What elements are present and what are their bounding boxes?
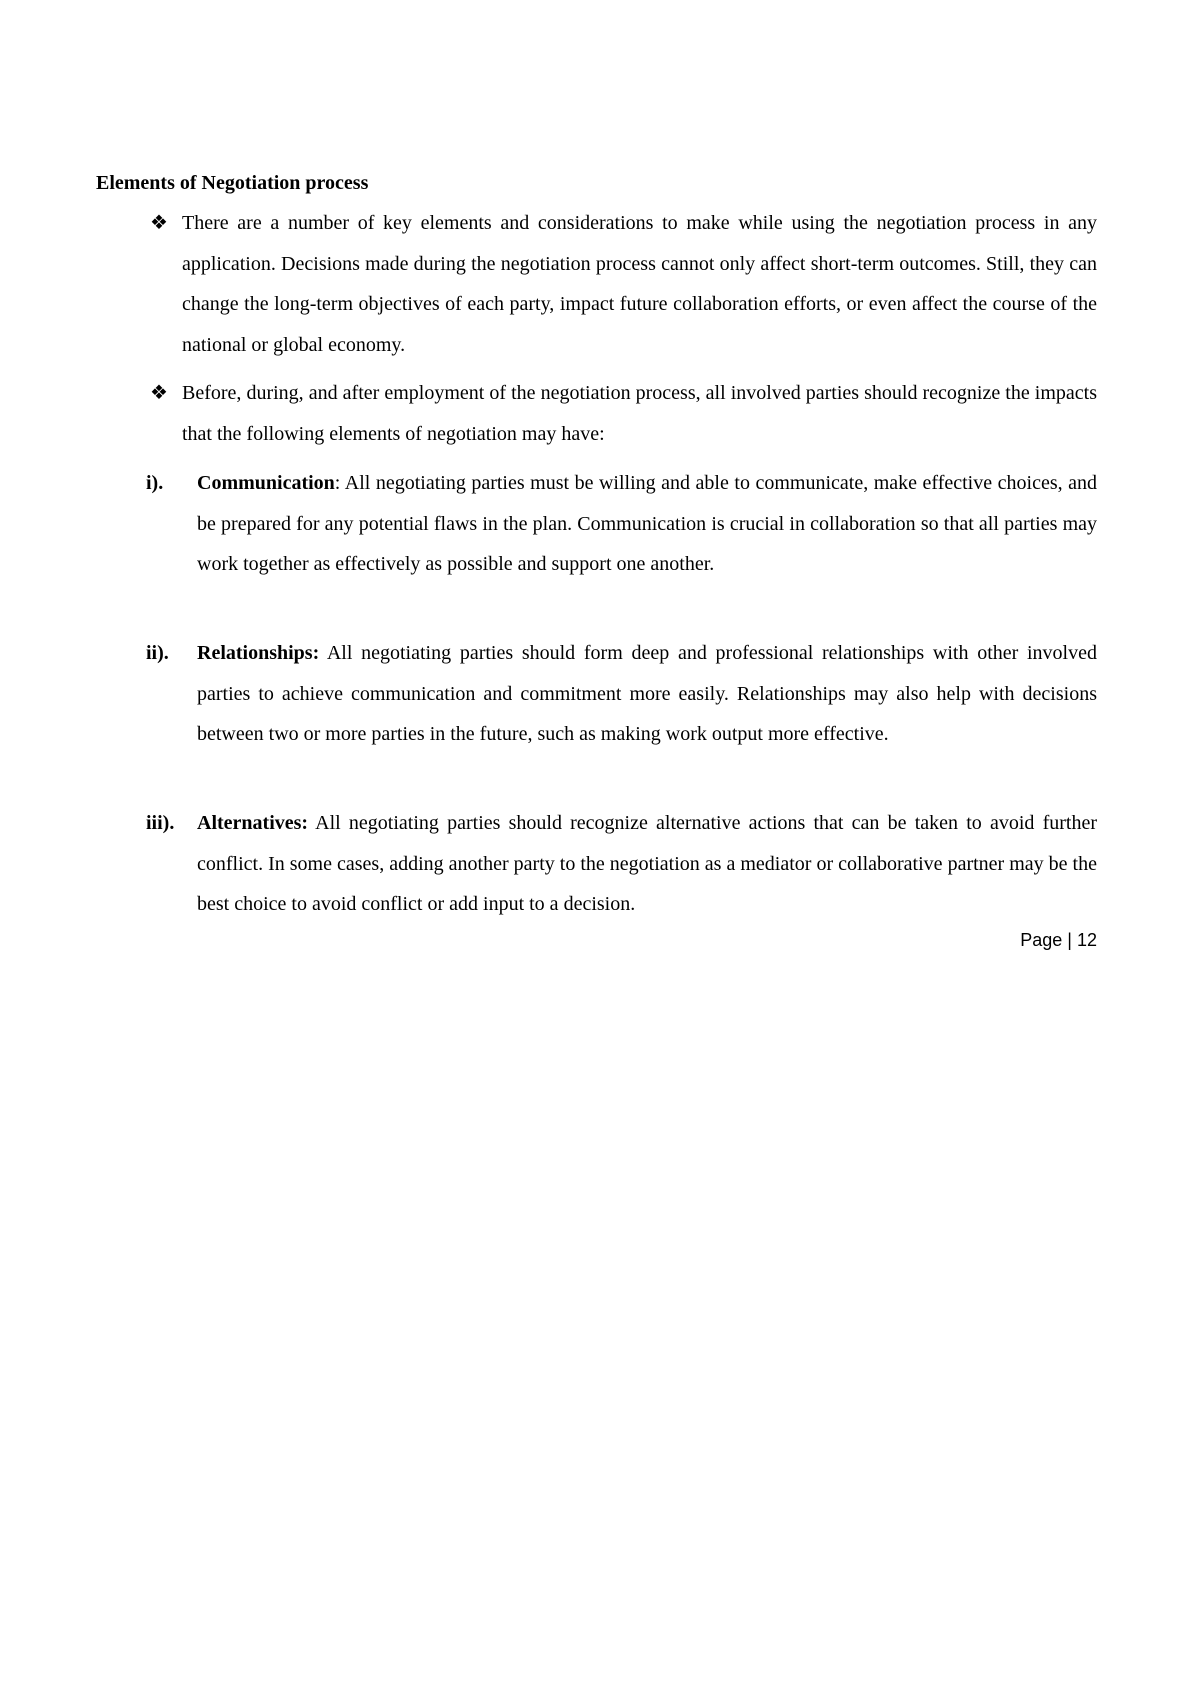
element-term: Relationships:: [197, 642, 320, 664]
element-text: [197, 633, 1097, 755]
bullet-text: Before, during, and after employment of the negotiation process, all involved parties should recognize the impacts that the following elements of negotiation may have:: [182, 382, 1097, 445]
element-term-separator: :: [334, 472, 341, 494]
list-number: ii).: [146, 642, 169, 664]
diamond-bullet-icon: ❖: [150, 212, 168, 234]
element-term: Alternatives:: [197, 812, 309, 834]
list-number: i).: [146, 472, 164, 494]
element-term: Communication: [197, 472, 335, 494]
element-text: [197, 463, 1097, 585]
element-description: All negotiating parties must be willing and able to communicate, make effective choices, and be prepared for any potential flaws in the plan. Communication is crucial in collaboration so that all parties may work together as effectively as possible and support one another.: [197, 472, 1097, 575]
section-heading: Elements of Negotiation process: [96, 172, 369, 194]
diamond-bullet-icon: ❖: [150, 382, 168, 404]
bullet-text: There are a number of key elements and considerations to make while using the negotiation process in any application. Decisions made during the negotiation process cannot only affect short-term outcomes. Still, they can change the long-term objectives of each party, impact future collaboration efforts, or even affect the course of the national or global economy.: [182, 212, 1097, 356]
list-number: iii).: [146, 812, 175, 834]
element-description: All negotiating parties should form deep and professional relationships with other involved parties to achieve communication and commitment more easily. Relationships may also help with decisions between two or more parties in the future, such as making work output more effective.: [197, 642, 1097, 745]
element-description: All negotiating parties should recognize alternative actions that can be taken to avoid further conflict. In some cases, adding another party to the negotiation as a mediator or collaborative partner may be the best choice to avoid conflict or add input to a decision.: [197, 812, 1097, 915]
element-text: [197, 803, 1097, 925]
page-number-footer: Page | 12: [1020, 930, 1097, 950]
